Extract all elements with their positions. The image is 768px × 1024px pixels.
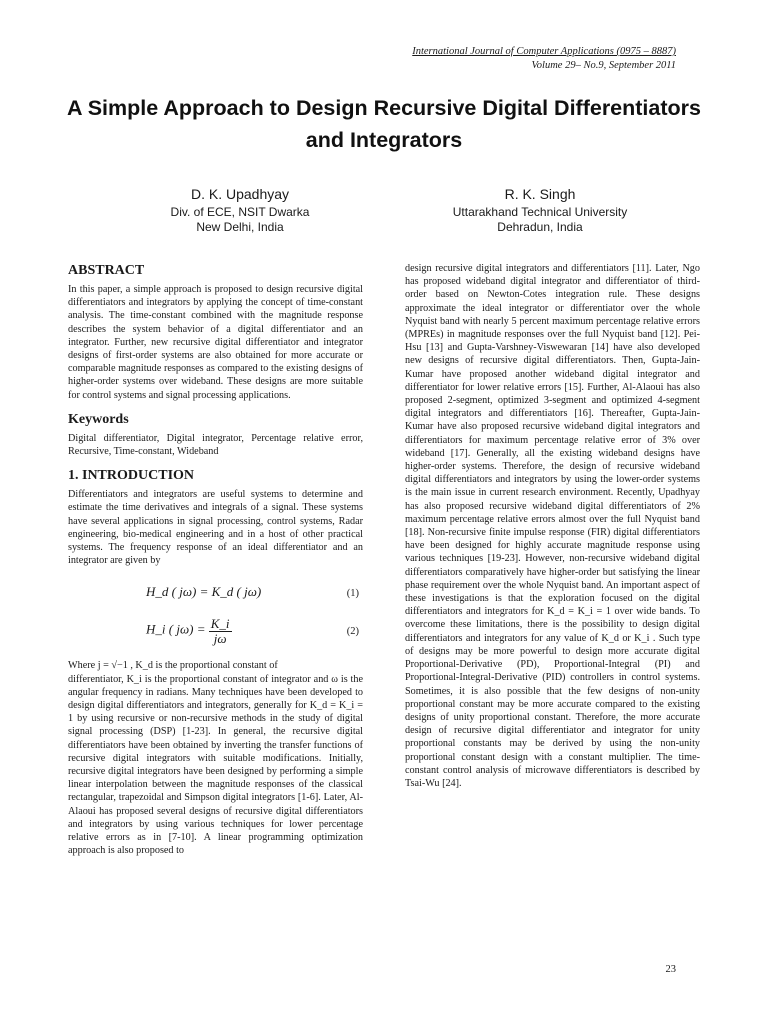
journal-volume: Volume 29– No.9, September 2011 — [531, 60, 676, 71]
introduction-paragraph-1: Differentiators and integrators are useful systems to determine and estimate the time derivatives and integrals of a signal. These systems have several applications in signal processing, control systems, Radar engineering, bio-medical engineering and in a host of other practical systems. The frequency response of an ideal differentiator and an integrator are given by — [68, 489, 363, 567]
where-line: Where j = √−1 , K_d is the proportional constant of — [68, 660, 278, 672]
journal-name: International Journal of Computer Applications (0975 – 8887) — [412, 46, 676, 57]
journal-header — [412, 45, 676, 73]
equation-1-expression: H_d ( jω) = K_d ( jω) — [146, 584, 262, 600]
author-name: R. K. Singh — [504, 186, 576, 202]
author-affiliation: Uttarakhand Technical University — [452, 205, 628, 219]
equation-2-number: (2) — [346, 626, 359, 638]
left-column — [68, 262, 363, 858]
page-number: 23 — [665, 964, 676, 975]
equation-2 — [68, 607, 363, 657]
equation-2-fraction — [209, 617, 232, 644]
abstract-heading: ABSTRACT — [68, 263, 145, 278]
equation-2-expression — [146, 617, 232, 644]
keywords-text: Digital differentiator, Digital integrator, Percentage relative error, Recursive, Time-constant, Wideband — [68, 432, 363, 458]
abstract-text: In this paper, a simple approach is proposed to design recursive digital differentiators and integrators by applying the concept of time-constant analysis. The time-constant combined with the magnitude response describes the system behavior of a digital differentiator and an integrator. Further, new recursive digital differentiator and integrator designs of first-order systems are also obtained for more accurate or comparable magnitude responses as compared to the existing designs of higher-order systems over wideband. These designs are more suitable for control systems and signal processing applications. — [68, 284, 363, 401]
keywords-heading: Keywords — [68, 411, 129, 427]
equation-1-number: (1) — [346, 588, 359, 600]
right-column-paragraph: design recursive digital integrators and differentiators [11]. Later, Ngo has proposed wideband digital integrator and differentiator of third-order based on Newton-Cotes integration rule. These designs approximate the ideal integrator or differentiator over the whole Nyquist band with nearly 5 percent maximum percentage relative errors (MPREs) in magnitude responses over the full Nyquist band [12]. Pei-Hsu [13] and Gupta-Varshney-Viswewaran [14] have also developed new designs of recursive digital differentiators. Then, Gupta-Jain-Kumar have proposed another wideband digital integrator and differentiator for lower relative errors [15]. Further, Al-Alaoui has also proposed 2-segment, optimized 3-segment and optimized 4-segment digital integrators and differentiators [16]. Thereafter, Gupta-Jain-Kumar have also proposed recursive wideband digital integrators and differentiators for maximum percentage relative error of 3% over wideband [17]. Generally, all the existing wideband designs have higher-order systems. Therefore, the design of recursive wideband digital differentiators and integrators by using the lower-order systems is the main issue in current research environment. Recently, Upadhyay has also proposed recursive wideband digital differentiators of 2% maximum percentage relative errors almost over the full Nyquist band [18]. Non-recursive finite impulse response (FIR) digital differentiators have been designed for highly accurate magnitude response using various techniques [19-23]. However, non-recursive wideband digital differentiators comparatively have higher-order but satisfying the linear phase requirement over the whole Nyquist band. An important aspect of these investigations is that the exploration focused on the digital differentiators and integrators for K_d = K_i = 1 over wide bands. To overcome these limitations, there is the possibility to design digital differentiators and integrators for any value of K_d or K_i . Such type of designs may be more powerful to design more accurate digital Proportional-Derivative (PD), Proportional-Integral (PI) and Proportional-Integral-Derivative (PID) controllers in control systems. Sometimes, it is also possible that the few designs of non-unity proportional constant may be more accurate compared to the existing designs of unity proportional constant. Therefore, the more accurate design of recursive digital differentiator and integrator for unity proportional constants may be derived by using the non-unity proportional constant design with a constant multiplier. The time-constant control analysis of microwave differentiators is described by Tsai-Wu [24]. — [405, 263, 700, 789]
author-name: D. K. Upadhyay — [190, 186, 290, 202]
paper-title: A Simple Approach to Design Recursive Digital Differentiators and Integrators — [67, 96, 701, 152]
equation-1 — [68, 577, 363, 607]
author-block-1 — [120, 184, 360, 234]
author-affiliation: Div. of ECE, NSIT Dwarka — [170, 205, 310, 219]
author-location: New Delhi, India — [196, 219, 284, 234]
author-location: Dehradun, India — [497, 219, 583, 234]
introduction-paragraph-2: differentiator, K_i is the proportional constant of integrator and ω is the angular frequency in radians. Many techniques have been developed to design digital differentiators and integrators, generally for K_d = K_i = 1 by using recursive or non-recursive methods in the study of digital signal processing (DSP) [1-23]. In general, the recursive digital differentiators have been obtained by inverting the transfer functions of recursive digital integrators with suitable modifications. Initially, recursive digital integrators have been designed by performing a simple linear interpolation between the magnitude responses of the classical rectangular, trapezoidal and Simpson digital integrators [1-6]. Later, Al-Alaoui has proposed several designs of recursive digital differentiators and integrators by using various techniques for lower percentage relative errors as in [7-10]. A linear programming optimization approach is also proposed to — [68, 673, 363, 857]
introduction-heading: 1. INTRODUCTION — [68, 468, 195, 484]
equation-2-denominator: jω — [213, 630, 227, 646]
author-block-2 — [420, 184, 660, 234]
equation-2-numerator: K_i — [210, 616, 230, 632]
right-column — [405, 262, 700, 790]
equation-2-lhs: H_i ( jω) = — [146, 622, 206, 638]
